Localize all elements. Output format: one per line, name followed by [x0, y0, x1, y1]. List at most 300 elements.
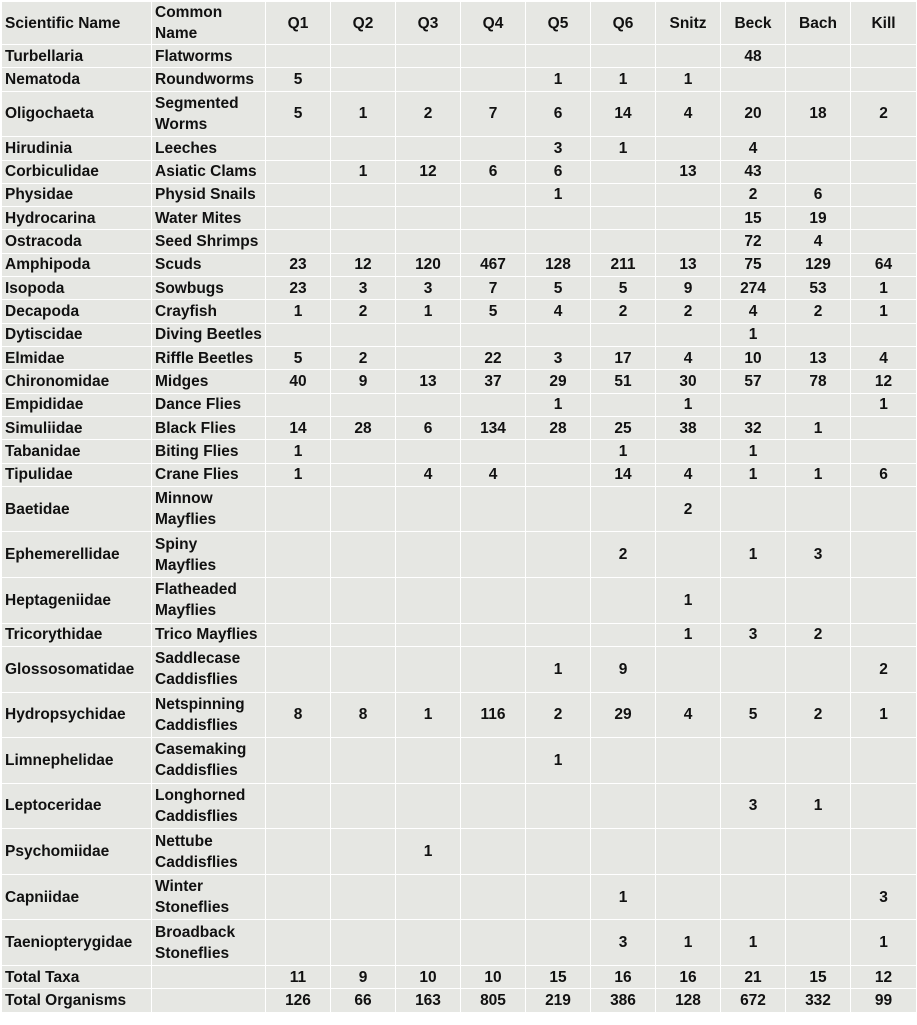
count-cell: 21	[721, 965, 786, 988]
column-header-bach: Bach	[786, 2, 851, 45]
scientific-name-cell: Ephemerellidae	[2, 532, 152, 578]
count-cell	[331, 578, 396, 624]
table-row	[2, 416, 917, 439]
count-cell: 13	[396, 370, 461, 393]
count-cell: 6	[786, 183, 851, 206]
table-row	[2, 463, 917, 486]
count-cell: 6	[461, 160, 526, 183]
count-cell: 15	[721, 207, 786, 230]
count-cell: 12	[396, 160, 461, 183]
count-cell: 13	[656, 253, 721, 276]
table-row	[2, 578, 917, 624]
count-cell: 30	[656, 370, 721, 393]
count-cell	[721, 393, 786, 416]
count-cell	[526, 578, 591, 624]
count-cell	[526, 45, 591, 68]
count-cell: 1	[851, 692, 917, 738]
count-cell: 4	[656, 347, 721, 370]
scientific-name-cell: Empididae	[2, 393, 152, 416]
count-cell	[461, 45, 526, 68]
scientific-name-cell: Oligochaeta	[2, 91, 152, 137]
count-cell: 2	[591, 532, 656, 578]
common-name-cell: Segmented Worms	[152, 91, 266, 137]
scientific-name-cell: Capniidae	[2, 874, 152, 920]
count-cell: 1	[851, 920, 917, 966]
table-row	[2, 137, 917, 160]
count-cell: 467	[461, 253, 526, 276]
count-cell	[851, 783, 917, 829]
table-row	[2, 874, 917, 920]
count-cell	[461, 829, 526, 875]
count-cell	[396, 623, 461, 646]
common-name-cell: Riffle Beetles	[152, 347, 266, 370]
count-cell: 19	[786, 207, 851, 230]
count-cell	[851, 45, 917, 68]
table-row	[2, 623, 917, 646]
scientific-name-cell: Physidae	[2, 183, 152, 206]
count-cell: 3	[786, 532, 851, 578]
count-cell	[266, 323, 331, 346]
table-row	[2, 532, 917, 578]
scientific-name-cell: Heptageniidae	[2, 578, 152, 624]
count-cell: 5	[266, 68, 331, 91]
count-cell: 1	[656, 920, 721, 966]
count-cell: 9	[331, 370, 396, 393]
scientific-name-cell: Baetidae	[2, 486, 152, 532]
scientific-name-cell: Tricorythidae	[2, 623, 152, 646]
count-cell: 32	[721, 416, 786, 439]
scientific-name-cell: Amphipoda	[2, 253, 152, 276]
count-cell	[786, 486, 851, 532]
table-row	[2, 347, 917, 370]
count-cell	[266, 623, 331, 646]
count-cell	[851, 183, 917, 206]
common-name-cell: Crayfish	[152, 300, 266, 323]
count-cell: 78	[786, 370, 851, 393]
count-cell: 1	[656, 393, 721, 416]
count-cell: 16	[591, 965, 656, 988]
count-cell: 1	[526, 646, 591, 692]
count-cell: 1	[396, 692, 461, 738]
count-cell	[526, 440, 591, 463]
count-cell: 1	[656, 623, 721, 646]
count-cell: 163	[396, 989, 461, 1013]
scientific-name-cell: Tabanidae	[2, 440, 152, 463]
count-cell	[396, 137, 461, 160]
common-name-cell: Trico Mayflies	[152, 623, 266, 646]
count-cell: 5	[266, 347, 331, 370]
count-cell: 20	[721, 91, 786, 137]
count-cell	[461, 323, 526, 346]
count-cell	[851, 207, 917, 230]
scientific-name-cell: Psychomiidae	[2, 829, 152, 875]
table-body	[2, 45, 917, 1013]
count-cell	[331, 783, 396, 829]
count-cell	[851, 416, 917, 439]
count-cell	[396, 646, 461, 692]
count-cell: 1	[331, 160, 396, 183]
table-row	[2, 920, 917, 966]
scientific-name-cell: Ostracoda	[2, 230, 152, 253]
count-cell: 3	[721, 623, 786, 646]
scientific-name-cell: Hydropsychidae	[2, 692, 152, 738]
count-cell: 22	[461, 347, 526, 370]
count-cell: 1	[266, 300, 331, 323]
count-cell: 4	[721, 137, 786, 160]
count-cell: 3	[526, 347, 591, 370]
count-cell: 1	[851, 393, 917, 416]
count-cell	[396, 183, 461, 206]
count-cell	[461, 783, 526, 829]
scientific-name-cell: Tipulidae	[2, 463, 152, 486]
count-cell: 9	[656, 277, 721, 300]
count-cell: 274	[721, 277, 786, 300]
count-cell	[396, 45, 461, 68]
count-cell	[786, 440, 851, 463]
scientific-name-cell: Leptoceridae	[2, 783, 152, 829]
count-cell	[331, 68, 396, 91]
count-cell	[266, 874, 331, 920]
count-cell	[851, 137, 917, 160]
count-cell	[786, 646, 851, 692]
count-cell	[851, 323, 917, 346]
count-cell: 211	[591, 253, 656, 276]
count-cell: 2	[786, 692, 851, 738]
column-header-q5: Q5	[526, 2, 591, 45]
count-cell	[591, 783, 656, 829]
count-cell: 129	[786, 253, 851, 276]
count-cell: 23	[266, 253, 331, 276]
count-cell	[851, 486, 917, 532]
count-cell: 6	[526, 91, 591, 137]
taxa-table-container	[1, 1, 916, 1013]
count-cell	[656, 783, 721, 829]
count-cell: 3	[331, 277, 396, 300]
scientific-name-cell: Corbiculidae	[2, 160, 152, 183]
count-cell	[851, 532, 917, 578]
common-name-cell	[152, 989, 266, 1013]
taxa-count-table	[1, 1, 917, 1013]
scientific-name-cell: Glossosomatidae	[2, 646, 152, 692]
count-cell: 8	[266, 692, 331, 738]
count-cell: 40	[266, 370, 331, 393]
count-cell	[331, 646, 396, 692]
count-cell	[591, 230, 656, 253]
common-name-cell: Midges	[152, 370, 266, 393]
count-cell	[526, 486, 591, 532]
count-cell: 1	[721, 920, 786, 966]
count-cell	[721, 646, 786, 692]
count-cell	[656, 532, 721, 578]
count-cell	[461, 920, 526, 966]
count-cell	[461, 440, 526, 463]
count-cell: 1	[396, 829, 461, 875]
count-cell	[656, 829, 721, 875]
count-cell: 7	[461, 277, 526, 300]
count-cell: 128	[526, 253, 591, 276]
scientific-name-cell: Nematoda	[2, 68, 152, 91]
count-cell	[396, 920, 461, 966]
count-cell	[721, 829, 786, 875]
count-cell: 99	[851, 989, 917, 1013]
count-cell	[331, 183, 396, 206]
count-cell	[461, 393, 526, 416]
count-cell	[461, 137, 526, 160]
common-name-cell: Biting Flies	[152, 440, 266, 463]
count-cell	[266, 829, 331, 875]
count-cell	[656, 183, 721, 206]
table-row	[2, 323, 917, 346]
count-cell	[526, 829, 591, 875]
count-cell: 2	[786, 300, 851, 323]
count-cell: 2	[331, 347, 396, 370]
count-cell	[266, 578, 331, 624]
count-cell	[396, 230, 461, 253]
count-cell: 2	[786, 623, 851, 646]
count-cell	[396, 347, 461, 370]
count-cell	[656, 738, 721, 784]
count-cell: 2	[331, 300, 396, 323]
table-row	[2, 393, 917, 416]
count-cell: 116	[461, 692, 526, 738]
common-name-cell: Flatheaded Mayflies	[152, 578, 266, 624]
count-cell: 1	[786, 416, 851, 439]
scientific-name-cell: Simuliidae	[2, 416, 152, 439]
count-cell: 1	[526, 393, 591, 416]
count-cell: 1	[786, 783, 851, 829]
count-cell: 75	[721, 253, 786, 276]
count-cell	[396, 323, 461, 346]
count-cell: 2	[721, 183, 786, 206]
count-cell: 57	[721, 370, 786, 393]
count-cell: 1	[851, 277, 917, 300]
count-cell	[591, 323, 656, 346]
column-header-q4: Q4	[461, 2, 526, 45]
count-cell: 1	[721, 440, 786, 463]
count-cell	[786, 874, 851, 920]
count-cell: 4	[526, 300, 591, 323]
count-cell	[396, 874, 461, 920]
table-row	[2, 440, 917, 463]
count-cell	[656, 440, 721, 463]
count-cell: 29	[526, 370, 591, 393]
count-cell: 1	[851, 300, 917, 323]
count-cell	[331, 486, 396, 532]
count-cell	[266, 160, 331, 183]
column-header-q3: Q3	[396, 2, 461, 45]
scientific-name-cell: Limnephelidae	[2, 738, 152, 784]
count-cell	[331, 623, 396, 646]
common-name-cell: Black Flies	[152, 416, 266, 439]
scientific-name-cell: Total Organisms	[2, 989, 152, 1013]
count-cell: 126	[266, 989, 331, 1013]
count-cell	[331, 207, 396, 230]
count-cell	[851, 230, 917, 253]
count-cell: 5	[266, 91, 331, 137]
count-cell: 1	[721, 532, 786, 578]
count-cell	[851, 440, 917, 463]
table-row	[2, 230, 917, 253]
count-cell: 1	[591, 68, 656, 91]
count-cell	[266, 230, 331, 253]
count-cell: 64	[851, 253, 917, 276]
table-row	[2, 486, 917, 532]
count-cell	[851, 160, 917, 183]
common-name-cell: Leeches	[152, 137, 266, 160]
count-cell	[786, 829, 851, 875]
count-cell	[461, 68, 526, 91]
scientific-name-cell: Chironomidae	[2, 370, 152, 393]
table-row	[2, 989, 917, 1013]
table-row	[2, 370, 917, 393]
count-cell	[461, 532, 526, 578]
count-cell: 4	[396, 463, 461, 486]
count-cell	[461, 230, 526, 253]
count-cell: 386	[591, 989, 656, 1013]
count-cell: 7	[461, 91, 526, 137]
table-row	[2, 646, 917, 692]
common-name-cell: Crane Flies	[152, 463, 266, 486]
common-name-cell: Scuds	[152, 253, 266, 276]
count-cell	[721, 738, 786, 784]
count-cell: 5	[721, 692, 786, 738]
count-cell	[331, 45, 396, 68]
count-cell	[396, 393, 461, 416]
count-cell	[851, 68, 917, 91]
count-cell: 15	[786, 965, 851, 988]
count-cell	[461, 183, 526, 206]
count-cell: 134	[461, 416, 526, 439]
count-cell	[721, 486, 786, 532]
count-cell	[396, 486, 461, 532]
count-cell	[331, 137, 396, 160]
count-cell	[526, 623, 591, 646]
common-name-cell: Diving Beetles	[152, 323, 266, 346]
count-cell	[331, 323, 396, 346]
count-cell: 48	[721, 45, 786, 68]
table-row	[2, 91, 917, 137]
count-cell: 53	[786, 277, 851, 300]
count-cell	[461, 646, 526, 692]
column-header-scientific-name: Scientific Name	[2, 2, 152, 45]
count-cell: 37	[461, 370, 526, 393]
count-cell	[656, 646, 721, 692]
column-header-common-name: Common Name	[152, 2, 266, 45]
count-cell: 2	[851, 646, 917, 692]
count-cell	[526, 532, 591, 578]
common-name-cell: Casemaking Caddisflies	[152, 738, 266, 784]
count-cell: 18	[786, 91, 851, 137]
count-cell: 128	[656, 989, 721, 1013]
count-cell: 10	[396, 965, 461, 988]
count-cell	[461, 623, 526, 646]
count-cell: 72	[721, 230, 786, 253]
count-cell	[461, 874, 526, 920]
count-cell: 2	[396, 91, 461, 137]
count-cell	[526, 874, 591, 920]
scientific-name-cell: Decapoda	[2, 300, 152, 323]
count-cell: 5	[461, 300, 526, 323]
count-cell	[331, 532, 396, 578]
count-cell: 14	[591, 463, 656, 486]
scientific-name-cell: Turbellaria	[2, 45, 152, 68]
count-cell: 120	[396, 253, 461, 276]
common-name-cell: Spiny Mayflies	[152, 532, 266, 578]
count-cell	[526, 783, 591, 829]
count-cell: 2	[851, 91, 917, 137]
count-cell	[331, 230, 396, 253]
count-cell	[786, 738, 851, 784]
common-name-cell: Physid Snails	[152, 183, 266, 206]
count-cell: 4	[656, 463, 721, 486]
count-cell	[786, 68, 851, 91]
count-cell	[331, 738, 396, 784]
common-name-cell: Broadback Stoneflies	[152, 920, 266, 966]
count-cell	[786, 323, 851, 346]
count-cell: 6	[396, 416, 461, 439]
table-row	[2, 45, 917, 68]
common-name-cell: Saddlecase Caddisflies	[152, 646, 266, 692]
count-cell: 15	[526, 965, 591, 988]
count-cell: 9	[591, 646, 656, 692]
table-row	[2, 829, 917, 875]
count-cell	[591, 829, 656, 875]
count-cell	[591, 160, 656, 183]
scientific-name-cell: Isopoda	[2, 277, 152, 300]
count-cell: 43	[721, 160, 786, 183]
count-cell: 6	[851, 463, 917, 486]
count-cell	[526, 207, 591, 230]
count-cell: 3	[396, 277, 461, 300]
count-cell	[786, 45, 851, 68]
count-cell: 16	[656, 965, 721, 988]
count-cell	[786, 160, 851, 183]
count-cell	[331, 920, 396, 966]
count-cell: 3	[851, 874, 917, 920]
count-cell	[266, 738, 331, 784]
count-cell: 51	[591, 370, 656, 393]
count-cell: 29	[591, 692, 656, 738]
count-cell	[266, 393, 331, 416]
count-cell: 12	[851, 965, 917, 988]
count-cell: 1	[591, 137, 656, 160]
table-row	[2, 783, 917, 829]
count-cell: 4	[721, 300, 786, 323]
scientific-name-cell: Hydrocarina	[2, 207, 152, 230]
count-cell	[331, 393, 396, 416]
count-cell: 2	[591, 300, 656, 323]
common-name-cell: Minnow Mayflies	[152, 486, 266, 532]
count-cell: 10	[461, 965, 526, 988]
count-cell	[526, 230, 591, 253]
count-cell	[266, 532, 331, 578]
count-cell: 4	[656, 91, 721, 137]
count-cell	[331, 874, 396, 920]
count-cell: 1	[656, 578, 721, 624]
common-name-cell: Flatworms	[152, 45, 266, 68]
count-cell	[591, 578, 656, 624]
count-cell	[396, 532, 461, 578]
count-cell	[591, 738, 656, 784]
count-cell: 5	[526, 277, 591, 300]
count-cell: 1	[721, 323, 786, 346]
count-cell	[396, 783, 461, 829]
count-cell: 2	[656, 300, 721, 323]
count-cell	[591, 183, 656, 206]
count-cell	[851, 623, 917, 646]
count-cell	[526, 920, 591, 966]
count-cell: 9	[331, 965, 396, 988]
